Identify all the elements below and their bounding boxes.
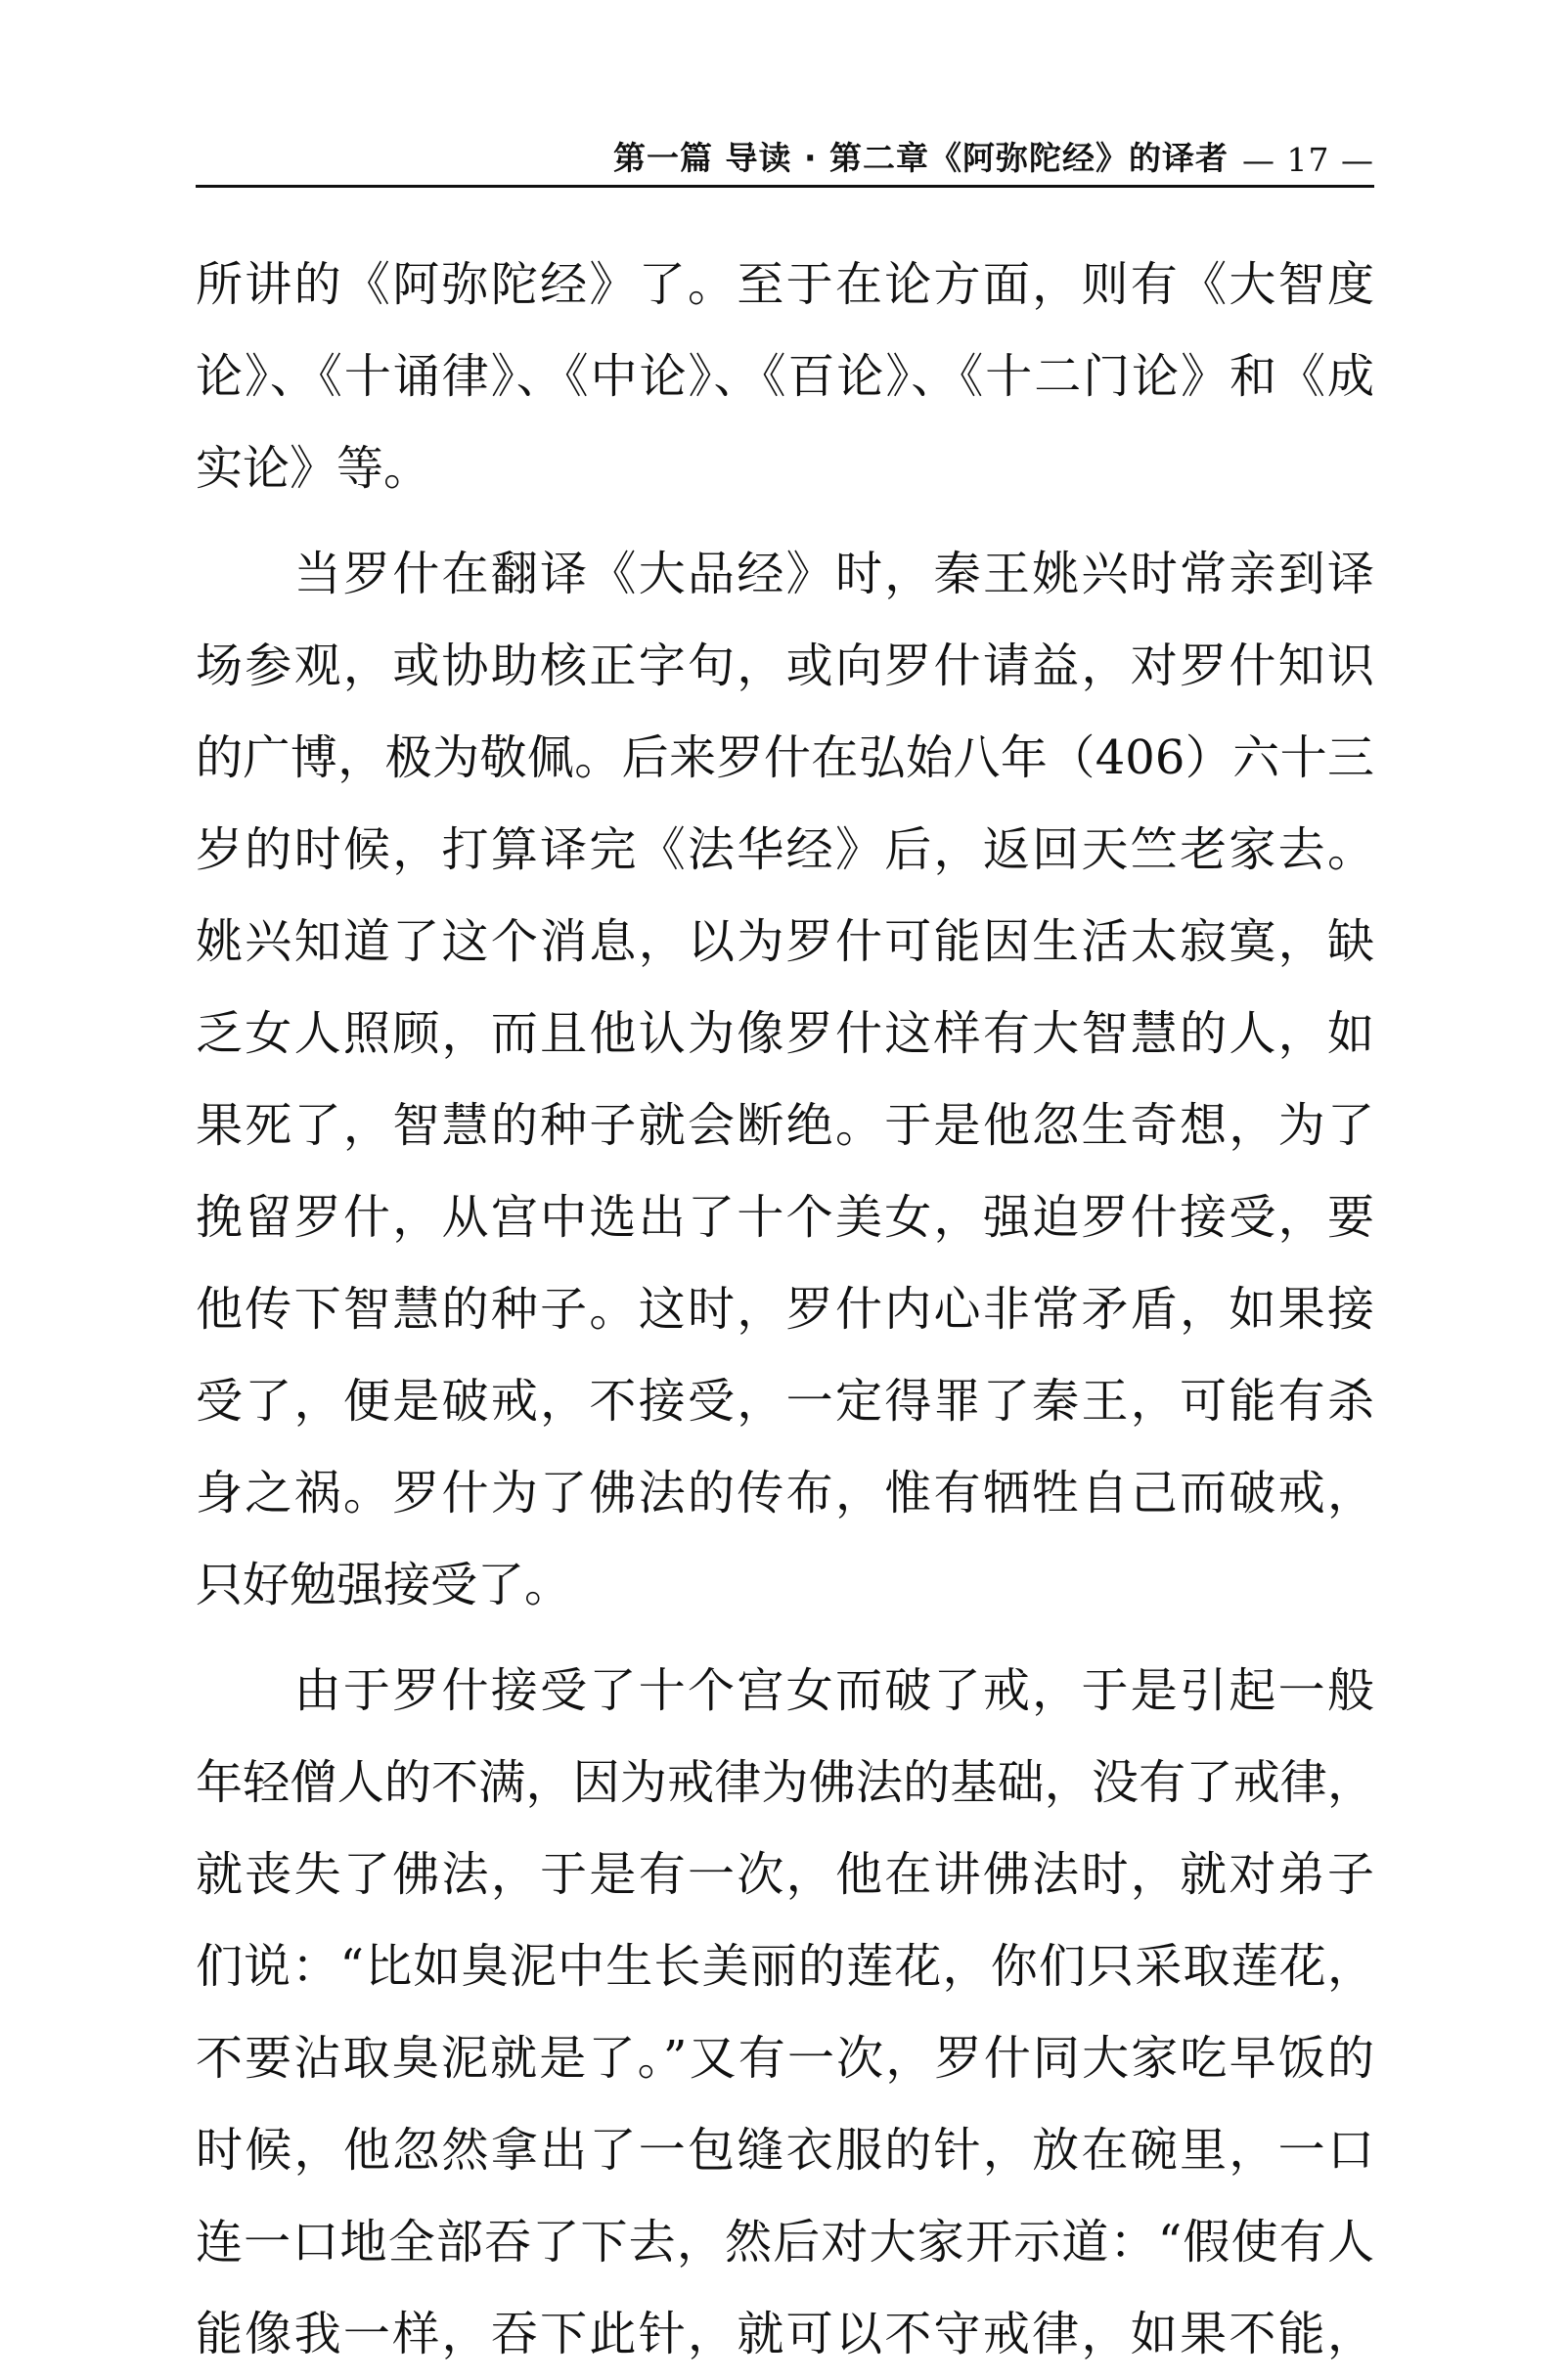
text-line: 不要沾取臭泥就是了。”又有一次，罗什同大家吃早饭的 [196,2031,1374,2086]
text-line: 们说：“比如臭泥中生长美丽的莲花，你们只采取莲花， [196,1939,1374,1994]
text-line: 由于罗什接受了十个宫女而破了戒，于是引起一般 [196,1663,1374,1718]
text-line: 所讲的《阿弥陀经》了。至于在论方面，则有《大智度 [196,257,1374,312]
text-line: 能像我一样，吞下此针，就可以不守戒律，如果不能， [196,2307,1374,2361]
text-line: 实论》等。 [196,441,431,496]
paragraph-gap [196,514,1374,528]
text-line: 连一口地全部吞了下去，然后对大家开示道：“假使有人 [196,2215,1374,2270]
text-line: 他传下智慧的种子。这时，罗什内心非常矛盾，如果接 [196,1282,1374,1337]
text-line: 岁的时候，打算译完《法华经》后，返回天竺老家去。 [196,822,1374,877]
text-line: 就丧失了佛法，于是有一次，他在讲佛法时，就对弟子 [196,1847,1374,1902]
running-title: 第一篇 导读 · 第二章《阿弥陀经》的译者 [613,139,1230,177]
text-line: 乏女人照顾，而且他认为像罗什这样有大智慧的人，如 [196,1006,1374,1061]
text-line: 果死了，智慧的种子就会断绝。于是他忽生奇想，为了 [196,1098,1374,1153]
text-line: 姚兴知道了这个消息，以为罗什可能因生活太寂寞，缺 [196,914,1374,969]
text-line: 场参观，或协助核正字句，或向罗什请益，对罗什知识 [196,639,1374,693]
text-line: 的广博，极为敬佩。后来罗什在弘始八年（406）六十三 [196,730,1374,785]
text-line: 只好勉强接受了。 [196,1558,572,1612]
text-line: 时候，他忽然拿出了一包缝衣服的针，放在碗里，一口 [196,2123,1374,2178]
body-text [196,239,1374,2380]
text-line: 挽留罗什，从宫中选出了十个美女，强迫罗什接受，要 [196,1190,1374,1245]
page-number: — 17 — [1242,141,1374,179]
text-line: 身之祸。罗什为了佛法的传布，惟有牺牲自己而破戒， [196,1466,1374,1521]
text-line: 当罗什在翻译《大品经》时，秦王姚兴时常亲到译 [196,547,1374,601]
text-line: 年轻僧人的不满，因为戒律为佛法的基础，没有了戒律， [196,1755,1374,1810]
page-header [196,135,1374,188]
paragraph-gap [196,1631,1374,1645]
paragraph [196,239,1374,514]
paragraph [196,1645,1374,2380]
text-line: 受了，便是破戒，不接受，一定得罪了秦王，可能有杀 [196,1374,1374,1429]
paragraph [196,528,1374,1631]
text-line: 论》、《十诵律》、《中论》、《百论》、《十二门论》和《成 [196,349,1374,404]
